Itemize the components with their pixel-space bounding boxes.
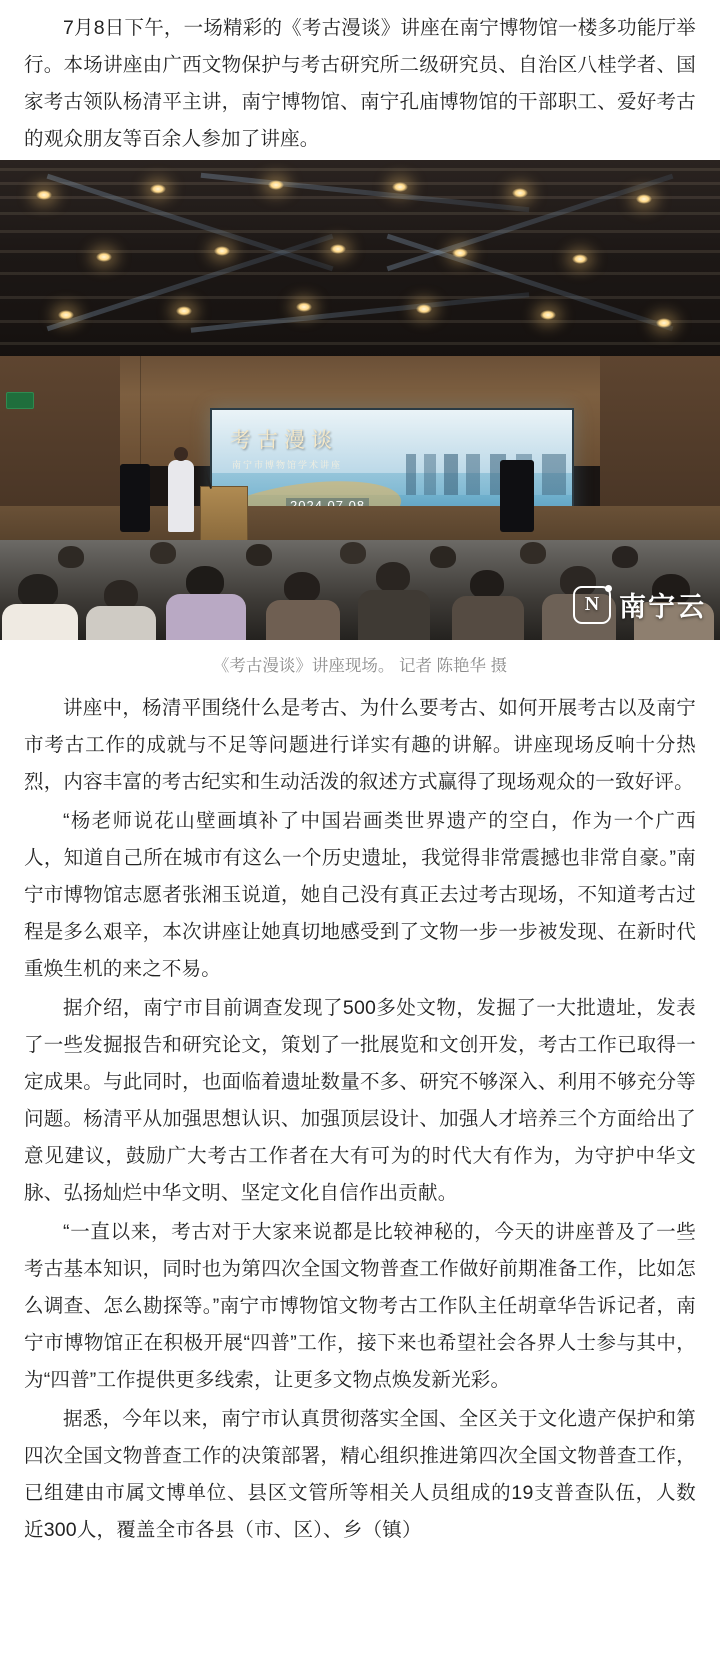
ceiling-light — [36, 190, 52, 200]
loudspeaker-right — [500, 460, 534, 532]
ceiling-light — [268, 180, 284, 190]
exit-sign — [6, 392, 34, 409]
slide-title: 考古漫谈 — [230, 428, 338, 452]
ceiling-light — [540, 310, 556, 320]
slide-subtitle: 南宁市博物馆学术讲座 — [232, 460, 343, 470]
paragraph: 据悉，今年以来，南宁市认真贯彻落实全国、全区关于文化遗产保护和第四次全国文物普查工作的决策部署，精心组织推进第四次全国文物普查工作，已组建由市属文博单位、县区文管所等相关人员组成的19支普查队伍，人数近300人，覆盖全市各县（市、区）、乡（镇） — [24, 1408, 696, 1541]
ceiling-light — [416, 304, 432, 314]
paragraph: “一直以来，考古对于大家来说都是比较神秘的，今天的讲座普及了一些考古基本知识，同时也为第四次全国文物普查工作做好前期准备工作，比如怎么调查、怎么勘探等。”南宁市博物馆文物考古工作队主任胡章华告诉记者，南宁市博物馆正在积极开展“四普”工作，接下来也希望社会各界人士参与其中，为“四普”工作提供更多线索，让更多文物点焕发新光彩。 — [24, 1221, 696, 1391]
figure-caption: 《考古漫谈》讲座现场。 记者 陈艳华 摄 — [212, 657, 508, 675]
paragraph: 7月8日下午，一场精彩的《考古漫谈》讲座在南宁博物馆一楼多功能厅举行。本场讲座由广西文物保护与考古研究所二级研究员、自治区八桂学者、国家考古领队杨清平主讲，南宁博物馆、南宁孔庙博物馆的干部职工、爱好考古的观众朋友等百余人参加了讲座。 — [24, 17, 696, 150]
lectern — [200, 486, 248, 542]
presenter — [168, 460, 194, 532]
ceiling-light — [392, 182, 408, 192]
ceiling-light — [296, 302, 312, 312]
ceiling-light — [330, 244, 346, 254]
ceiling-light — [214, 246, 230, 256]
watermark — [573, 585, 706, 624]
ceiling-light — [150, 184, 166, 194]
ceiling-light — [656, 318, 672, 328]
ceiling-light — [58, 310, 74, 320]
ceiling-light — [452, 248, 468, 258]
ceiling-light — [96, 252, 112, 262]
watermark-logo-icon — [573, 586, 611, 624]
paragraph: 据介绍，南宁市目前调查发现了500多处文物，发掘了一大批遗址，发表了一些发掘报告和研究论文，策划了一批展览和文创开发，考古工作已取得一定成果。与此同时，也面临着遗址数量不多、研究不够深入、利用不够充分等问题。杨清平从加强思想认识、加强顶层设计、加强人才培养三个方面给出了意见建议，鼓励广大考古工作者在大有可为的时代大有作为，为守护中华文脉、弘扬灿烂中华文明、坚定文化自信作出贡献。 — [24, 997, 696, 1204]
ceiling-light — [636, 194, 652, 204]
watermark-dot-icon — [605, 585, 612, 592]
article-figure — [0, 160, 720, 690]
loudspeaker-left — [120, 464, 150, 532]
ceiling-light — [512, 188, 528, 198]
lecture-photo — [0, 160, 720, 640]
wall-panel-right — [600, 356, 720, 506]
ceiling-light — [572, 254, 588, 264]
ceiling-light — [176, 306, 192, 316]
paragraph: 讲座中，杨清平围绕什么是考古、为什么要考古、如何开展考古以及南宁市考古工作的成就与不足等问题进行详实有趣的讲解。讲座现场反响十分热烈，内容丰富的考古纪实和生动活泼的叙述方式赢得了现场观众的一致好评。 — [24, 697, 696, 793]
wall-panel-left — [0, 356, 120, 506]
watermark-text: 南宁云 — [619, 592, 706, 622]
watermark-mark: N — [584, 593, 600, 615]
paragraph: “杨老师说花山壁画填补了中国岩画类世界遗产的空白，作为一个广西人，知道自己所在城市有这么一个历史遗址，我觉得非常震撼也非常自豪。”南宁市博物馆志愿者张湘玉说道，她自己没有真正去过考古现场，不知道考古过程是多么艰辛，本次讲座让她真切地感受到了文物一步一步被发现、在新时代重焕生机的来之不易。 — [24, 810, 696, 980]
